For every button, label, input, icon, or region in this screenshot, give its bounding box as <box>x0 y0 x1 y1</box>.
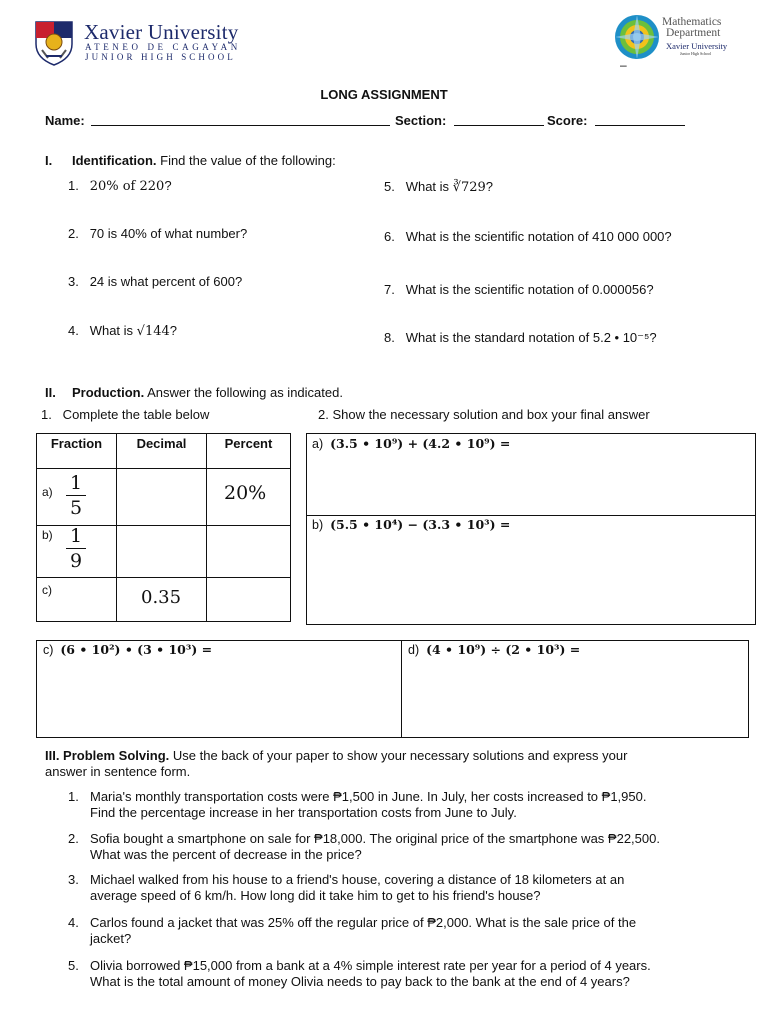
item-number: 7. <box>384 282 395 297</box>
problem-expression: (4 • 10⁹) ÷ (2 • 10³) = <box>426 642 581 657</box>
id-item-6 <box>384 229 672 244</box>
problem-text-line2: jacket? <box>90 931 132 946</box>
item-post: ? <box>164 178 172 193</box>
id-item-1 <box>68 178 172 194</box>
part1-heading <box>72 153 336 168</box>
table-header-decimal: Decimal <box>117 434 207 469</box>
department-title-line2: Department <box>666 27 721 39</box>
fraction-cell-c[interactable] <box>37 578 117 622</box>
problem-text-line1: Maria's monthly transportation costs were ₱1,500 in June. In July, her costs increased to ₱1,950. <box>90 789 647 804</box>
denominator: 9 <box>69 550 83 572</box>
item-math: ∛729 <box>452 180 486 195</box>
problem-3 <box>68 872 624 904</box>
row-label: b) <box>42 528 53 542</box>
percent-cell-b[interactable] <box>207 526 291 578</box>
problem-text-line2: What is the total amount of money Olivia needs to pay back to the bank at the end of 4 years? <box>90 974 630 989</box>
item-math: √144 <box>136 324 170 339</box>
percent-cell-a <box>207 469 291 526</box>
problem-c <box>43 642 212 657</box>
item-number: 5. <box>384 179 395 194</box>
id-item-8 <box>384 330 657 346</box>
row-label: c) <box>42 583 52 597</box>
part2-numeral: II. <box>45 385 56 400</box>
fraction-1-9 <box>66 525 86 572</box>
part3-instruction-line2: answer in sentence form. <box>45 764 191 779</box>
table-header-fraction: Fraction <box>37 434 117 469</box>
decimal-cell-b[interactable] <box>117 526 207 578</box>
fraction-1-5 <box>66 472 86 519</box>
id-item-5 <box>384 179 493 195</box>
school-name: Xavier University <box>84 20 239 44</box>
problem-4 <box>68 915 636 947</box>
problem-text-line1: Michael walked from his house to a friend's house, covering a distance of 18 kilometers at an <box>90 872 625 887</box>
problem-number: 4. <box>68 915 79 930</box>
header-dash: – <box>620 58 627 72</box>
score-label: Score: <box>547 113 588 128</box>
part1-instruction: Find the value of the following: <box>160 153 336 168</box>
id-item-2 <box>68 226 247 241</box>
item-text: 70 is 40% of what number? <box>89 226 248 241</box>
problem-text-line1: Carlos found a jacket that was 25% off the regular price of ₱2,000. What is the sale price of the <box>90 915 637 930</box>
item-math: 20% of 220 <box>89 179 165 194</box>
problem-text-line2: What was the percent of decrease in the price? <box>90 847 362 862</box>
problem-label: a) <box>312 437 324 451</box>
problem-number: 3. <box>68 872 79 887</box>
part2-heading <box>72 385 343 400</box>
section-label: Section: <box>395 113 447 128</box>
department-school-name: Xavier University <box>666 41 728 51</box>
problem-text-line2: average speed of 6 km/h. How long did it take him to get to his friend's house? <box>90 888 541 903</box>
id-item-7 <box>384 282 654 297</box>
name-label: Name: <box>45 113 85 128</box>
problem-expression: (3.5 • 10⁹) + (4.2 • 10⁹) = <box>330 436 511 451</box>
problem-text-line2: Find the percentage increase in her transportation costs from June to July. <box>90 805 517 820</box>
item-text: What is <box>405 179 453 194</box>
box-divider <box>401 641 402 737</box>
numerator: 1 <box>69 525 83 547</box>
item-text: What is the scientific notation of 0.000056? <box>405 282 654 297</box>
problem-number: 2. <box>68 831 79 846</box>
table-header-percent: Percent <box>207 434 291 469</box>
task2-label: 2. Show the necessary solution and box your final answer <box>318 407 650 422</box>
school-subtitle: ATENEO DE CAGAYAN <box>85 42 241 52</box>
fraction-cell-a <box>37 469 117 526</box>
problem-text-line1: Sofia bought a smartphone on sale for ₱18,000. The original price of the smartphone was ₱22,500. <box>90 831 660 846</box>
problem-number: 5. <box>68 958 79 973</box>
item-number: 1. <box>68 178 79 193</box>
problem-1 <box>68 789 646 821</box>
problem-text-line1: Olivia borrowed ₱15,000 from a bank at a 4% simple interest rate per year for a period of 4 years. <box>90 958 651 973</box>
percent-cell-c[interactable] <box>207 578 291 622</box>
item-number: 8. <box>384 330 395 345</box>
part3-instruction <box>45 748 735 780</box>
fraction-bar <box>66 495 86 496</box>
school-division: JUNIOR HIGH SCHOOL <box>85 52 236 62</box>
item-number: 3. <box>68 274 79 289</box>
conversion-table <box>36 433 291 622</box>
item-post: ? <box>485 179 493 194</box>
department-school-sub: Junior High School <box>680 51 712 56</box>
part1-numeral: I. <box>45 153 53 168</box>
math-department-logo <box>614 14 660 60</box>
problem-a <box>312 436 510 451</box>
part2-instruction: Answer the following as indicated. <box>147 385 343 400</box>
item-text: What is the standard notation of 5.2 • 10⁻⁵? <box>405 330 657 345</box>
problem-5 <box>68 958 651 990</box>
decimal-cell-a[interactable] <box>117 469 207 526</box>
problem-label: d) <box>408 643 420 657</box>
item-text: 24 is what percent of 600? <box>89 274 243 289</box>
department-title-line1: Mathematics <box>662 16 722 28</box>
item-number: 6. <box>384 229 395 244</box>
problem-b <box>312 517 510 532</box>
item-text: What is <box>89 323 137 338</box>
problem-2 <box>68 831 660 863</box>
part1-heading-bold: Identification. <box>72 153 157 168</box>
problem-number: 1. <box>68 789 79 804</box>
task1-label: 1. Complete the table below <box>41 407 210 422</box>
denominator: 5 <box>69 497 83 519</box>
part3-heading: III. Problem Solving. <box>45 748 170 763</box>
item-number: 2. <box>68 226 79 241</box>
section-blank[interactable] <box>454 125 544 126</box>
problem-label: c) <box>43 643 54 657</box>
name-blank[interactable] <box>91 125 390 126</box>
item-post: ? <box>169 323 177 338</box>
school-seal-logo <box>34 20 74 66</box>
decimal-cell-c <box>117 578 207 622</box>
decimal-value: 0.35 <box>141 587 182 608</box>
fraction-bar <box>66 548 86 549</box>
problem-label: b) <box>312 518 324 532</box>
score-blank[interactable] <box>595 125 685 126</box>
percent-value: 20% <box>224 482 267 504</box>
box-divider <box>307 515 755 516</box>
id-item-4 <box>68 323 177 339</box>
part3-instruction-line1: Use the back of your paper to show your necessary solutions and express your <box>172 748 628 763</box>
problem-d <box>408 642 580 657</box>
row-label: a) <box>42 485 53 499</box>
problem-expression: (5.5 • 10⁴) − (3.3 • 10³) = <box>330 517 511 532</box>
part2-heading-bold: Production. <box>72 385 145 400</box>
fraction-cell-b <box>37 526 117 578</box>
problem-expression: (6 • 10²) • (3 • 10³) = <box>60 642 213 657</box>
item-text: What is the scientific notation of 410 000 000? <box>405 229 672 244</box>
page-title: LONG ASSIGNMENT <box>320 87 448 102</box>
id-item-3 <box>68 274 242 289</box>
item-number: 4. <box>68 323 79 338</box>
numerator: 1 <box>69 472 83 494</box>
